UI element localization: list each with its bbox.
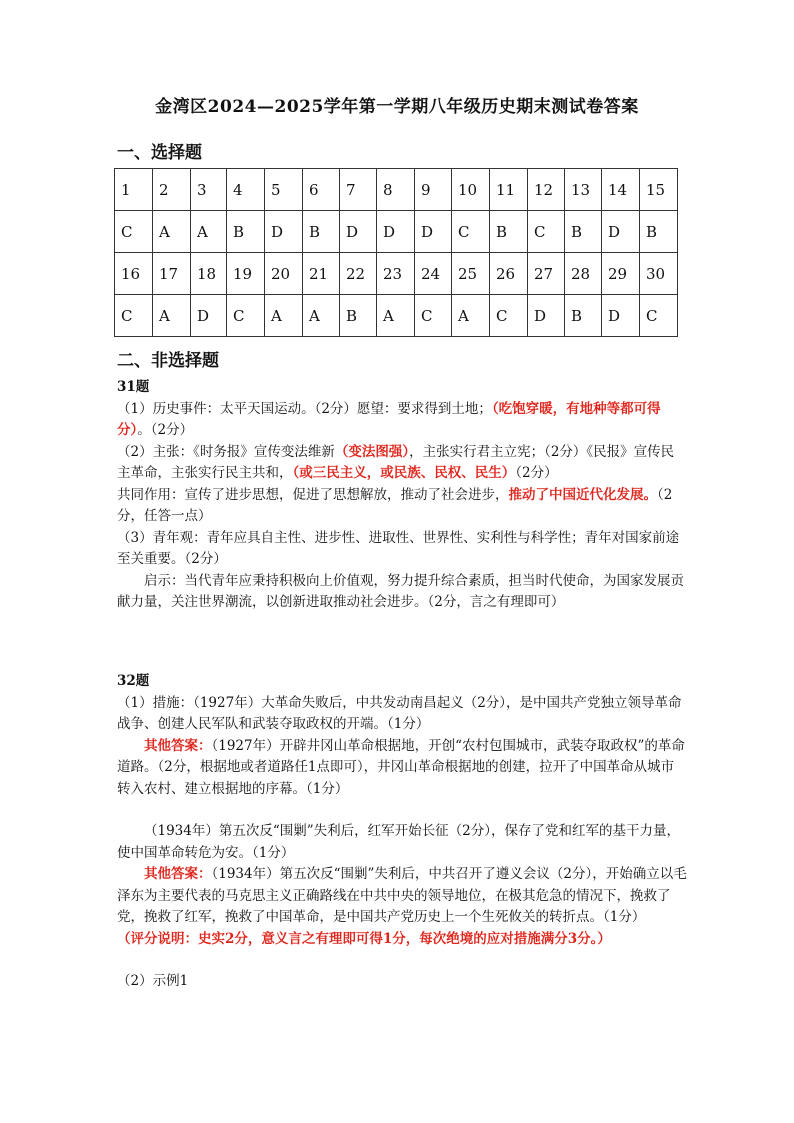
table-cell: 29	[602, 253, 640, 295]
table-cell: 20	[265, 253, 303, 295]
table-cell: D	[340, 211, 377, 253]
table-cell: B	[340, 295, 377, 337]
table-cell: 21	[303, 253, 340, 295]
answer-table	[114, 168, 678, 337]
table-cell: 27	[528, 253, 565, 295]
table-cell: 16	[115, 253, 153, 295]
question-31	[117, 377, 687, 614]
table-cell: C	[227, 295, 265, 337]
table-cell: 23	[377, 253, 415, 295]
table-cell: 8	[377, 169, 415, 211]
table-cell: 13	[565, 169, 602, 211]
table-cell: C	[490, 295, 528, 337]
table-cell: 10	[452, 169, 490, 211]
table-cell: B	[565, 295, 602, 337]
table-cell: 18	[191, 253, 227, 295]
table-cell: A	[153, 295, 191, 337]
table-cell: 14	[602, 169, 640, 211]
table-cell: 5	[265, 169, 303, 211]
table-cell: 9	[415, 169, 452, 211]
answer-paragraph: （1934年）第五次反“围剿”失利后，红军开始长征（2分），保存了党和红军的基干力量，使中国革命转危为安。（1分）	[117, 823, 680, 861]
table-cell: D	[265, 211, 303, 253]
scoring-note: （评分说明：史实2分，意义言之有理即可得1分，每次绝境的应对措施满分3分。）	[117, 930, 611, 947]
question-heading: 31题	[117, 379, 150, 395]
answer-paragraph: （1）措施：（1927年）大革命失败后，中共发动南昌起义（2分），是中国共产党独立领导革命战争、创建人民军队和武装夺取政权的开端。（1分）	[117, 694, 682, 732]
table-cell: 25	[452, 253, 490, 295]
table-cell: C	[528, 211, 565, 253]
question-32	[117, 671, 687, 993]
table-row	[115, 295, 678, 337]
page-title: 金湾区2024—2025学年第一学期八年级历史期末测试卷答案	[155, 97, 639, 117]
table-cell: D	[528, 295, 565, 337]
table-cell: D	[602, 211, 640, 253]
table-row	[115, 253, 678, 295]
table-cell: D	[602, 295, 640, 337]
table-cell: 6	[303, 169, 340, 211]
table-cell: 24	[415, 253, 452, 295]
table-cell: D	[415, 211, 452, 253]
answer-paragraph: 共同作用：宣传了进步思想，促进了思想解放，推动了社会进步，推动了中国近代化发展。（2分，任答一点）	[117, 486, 673, 524]
answer-paragraph: （2）主张：《时务报》宣传变法维新（变法图强），主张实行君主立宪；（2分）《民报》宣传民主革命，主张实行民主共和，（或三民主义，或民族、民权、民生）（2分）	[117, 443, 675, 481]
question-heading: 32题	[117, 673, 150, 689]
table-cell: 17	[153, 253, 191, 295]
table-cell: 15	[640, 169, 678, 211]
table-cell: 30	[640, 253, 678, 295]
answer-paragraph: 启示：当代青年应秉持积极向上价值观，努力提升综合素质，担当时代使命，为国家发展贡献力量，关注世界潮流，以创新进取推动社会进步。（2分，言之有理即可）	[117, 572, 684, 610]
answer-paragraph: （1）历史事件：太平天国运动。（2分）愿望：要求得到土地；（吃饱穿暖，有地种等都可得分）。（2分）	[117, 400, 661, 438]
table-cell: 26	[490, 253, 528, 295]
table-cell: 2	[153, 169, 191, 211]
table-cell: C	[415, 295, 452, 337]
answer-paragraph: 其他答案：（1934年）第五次反“围剿”失利后，中共召开了遵义会议（2分），开始确立以毛泽东为主要代表的马克思主义正确路线在中共中央的领导地位，在极其危急的情况下，挽救了党，挽救了红军，挽救了中国革命，是中国共产党历史上一个生死攸关的转折点。（1分）	[117, 866, 687, 925]
table-cell: B	[640, 211, 678, 253]
table-cell: A	[452, 295, 490, 337]
table-cell: C	[115, 211, 153, 253]
table-cell: 19	[227, 253, 265, 295]
answer-paragraph: 其他答案：（1927年）开辟井冈山革命根据地，开创“农村包围城市，武装夺取政权”的革命道路。（2分，根据地或者道路任1点即可），井冈山革命根据地的创建，拉开了中国革命从城市转入农村、建立根据地的序幕。（1分）	[117, 737, 685, 797]
table-cell: D	[191, 295, 227, 337]
table-cell: B	[490, 211, 528, 253]
answer-paragraph: （3）青年观：青年应具自主性、进步性、进取性、世界性、实利性与科学性；青年对国家前途至关重要。（2分）	[117, 529, 680, 567]
table-cell: 3	[191, 169, 227, 211]
table-cell: C	[452, 211, 490, 253]
table-cell: A	[377, 295, 415, 337]
table-cell: D	[377, 211, 415, 253]
table-cell: 4	[227, 169, 265, 211]
table-cell: 28	[565, 253, 602, 295]
table-row	[115, 169, 678, 211]
table-row	[115, 211, 678, 253]
table-cell: B	[565, 211, 602, 253]
answer-paragraph: （2）示例1	[117, 973, 189, 989]
section-heading-nonchoice: 二、非选择题	[117, 351, 219, 371]
table-cell: A	[303, 295, 340, 337]
table-cell: B	[303, 211, 340, 253]
section-heading-choice: 一、选择题	[117, 143, 202, 163]
table-cell: C	[640, 295, 678, 337]
table-cell: A	[191, 211, 227, 253]
table-cell: 12	[528, 169, 565, 211]
table-cell: A	[265, 295, 303, 337]
table-cell: 7	[340, 169, 377, 211]
table-cell: B	[227, 211, 265, 253]
table-cell: 22	[340, 253, 377, 295]
table-cell: 1	[115, 169, 153, 211]
table-cell: A	[153, 211, 191, 253]
table-cell: 11	[490, 169, 528, 211]
table-cell: C	[115, 295, 153, 337]
